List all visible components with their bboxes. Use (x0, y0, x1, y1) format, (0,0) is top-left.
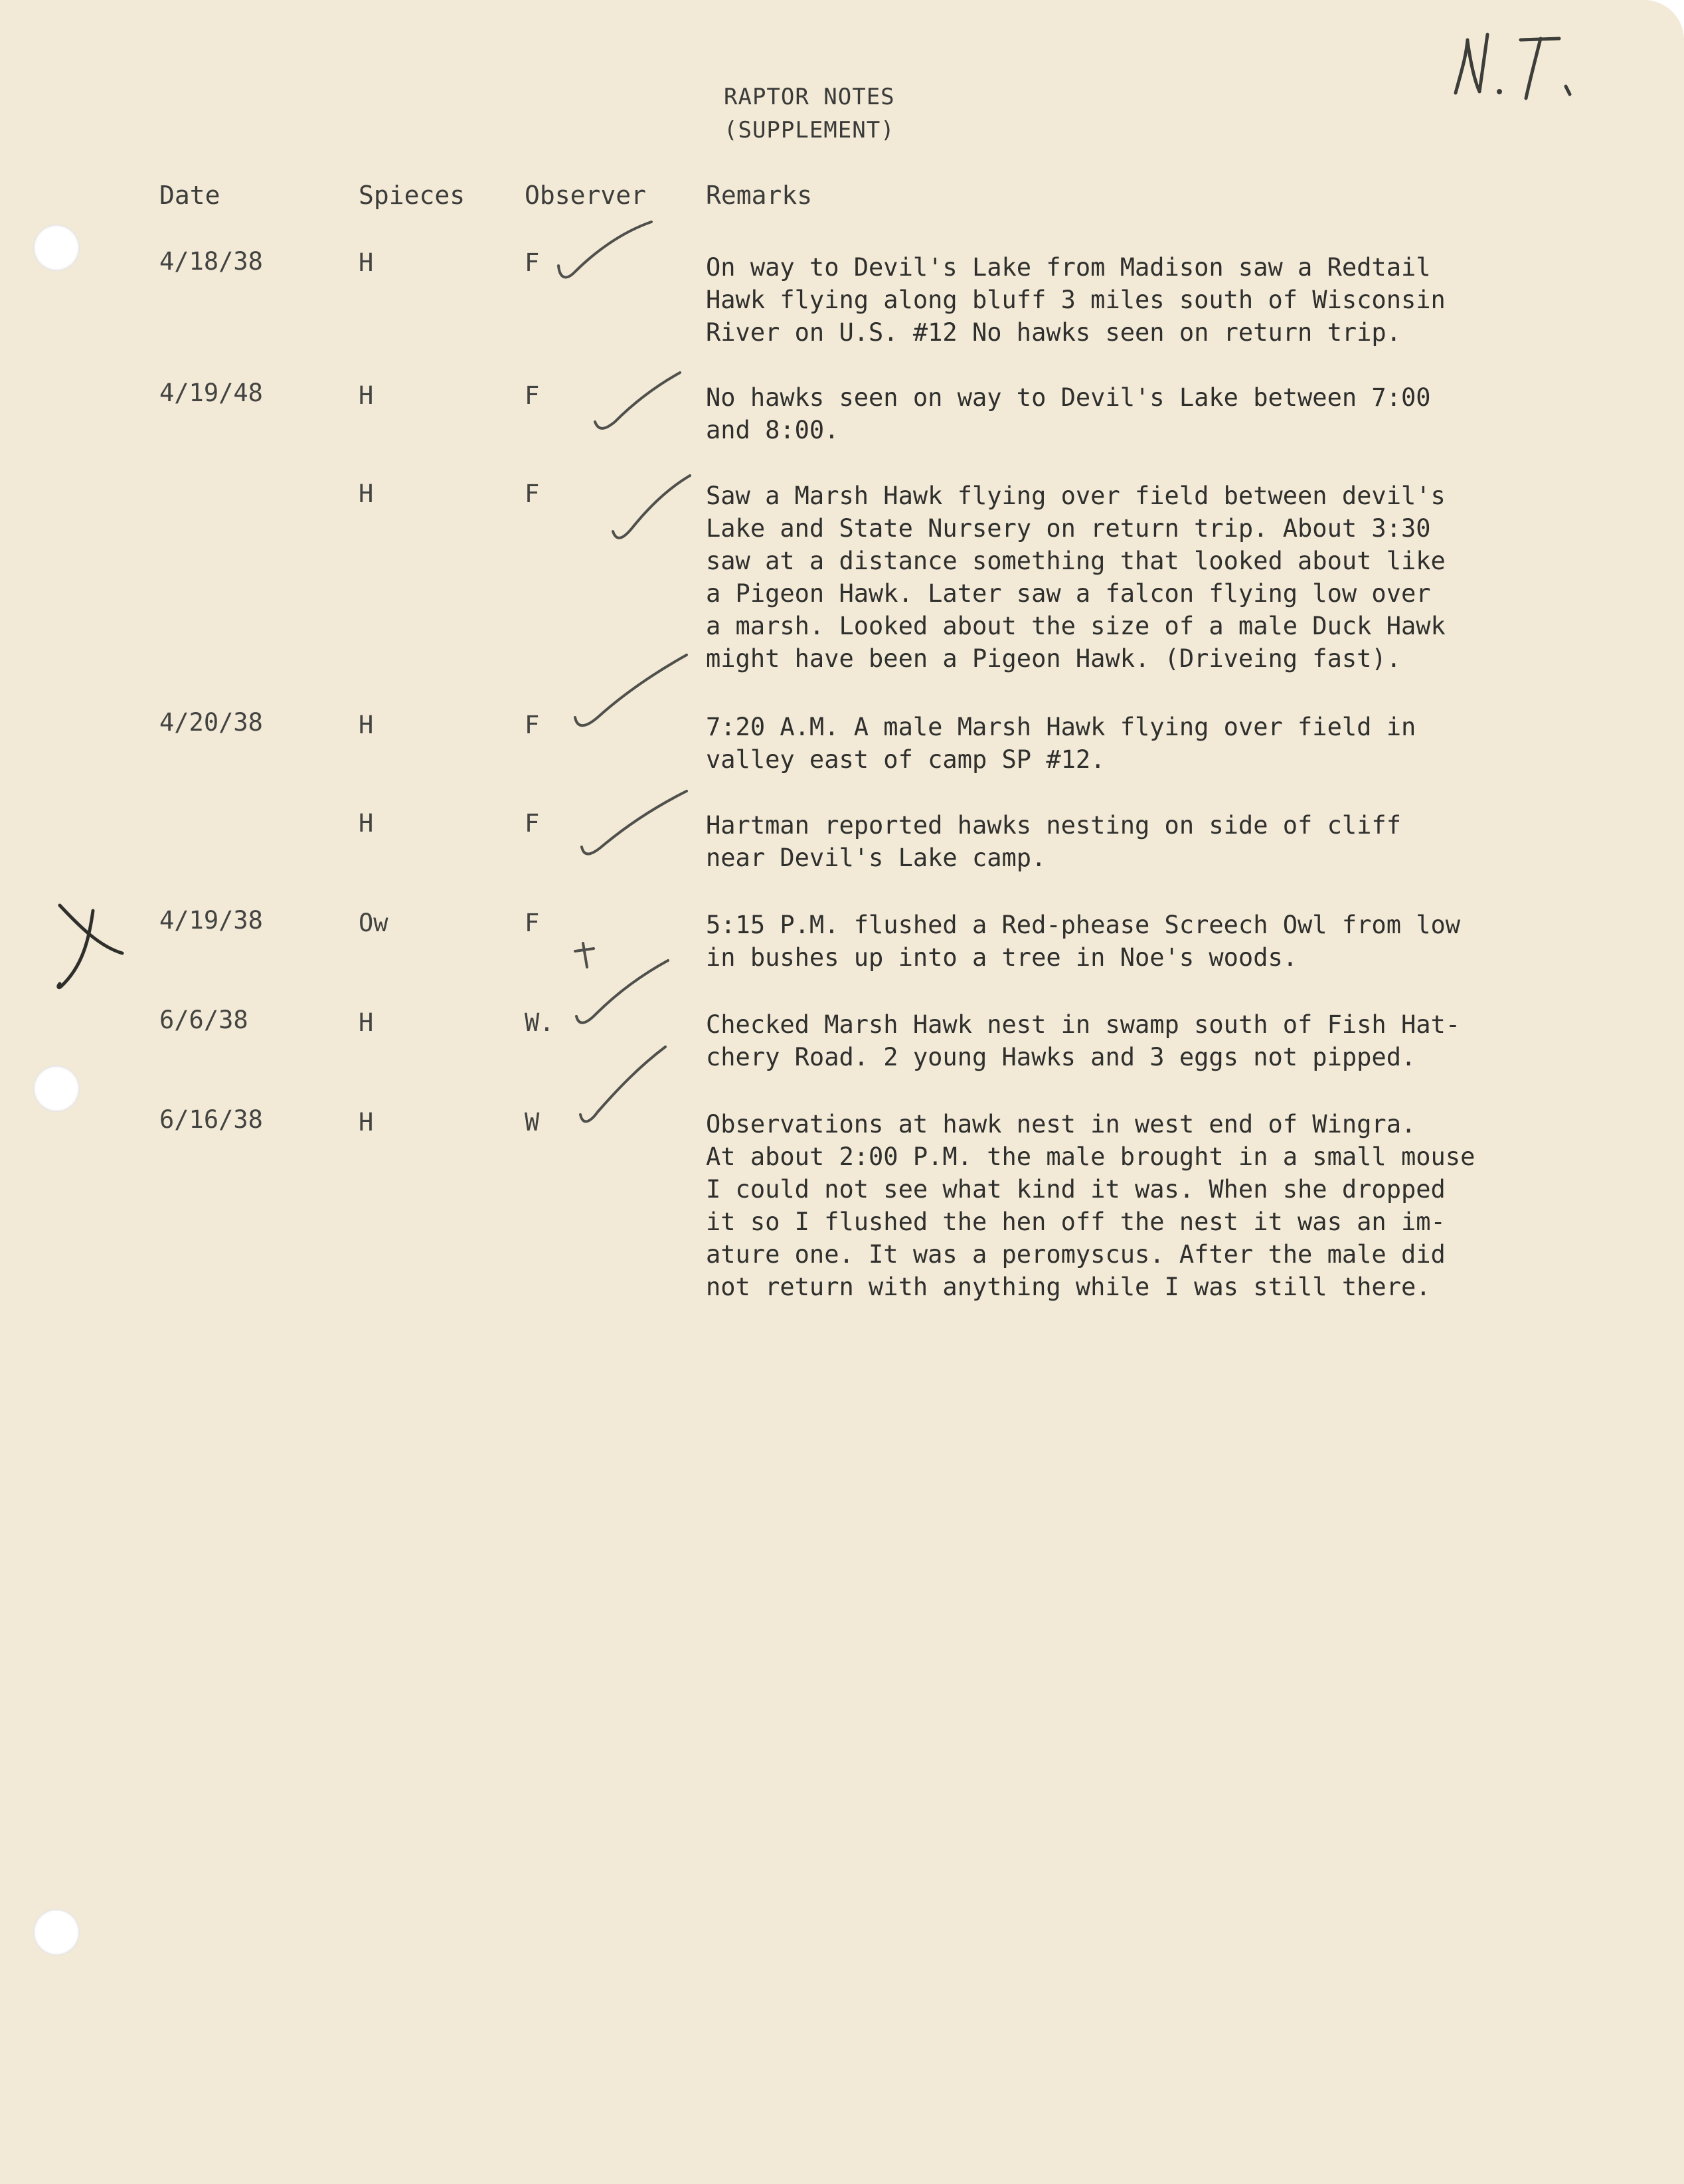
entry-observer: F (525, 909, 540, 937)
pencil-checkmark-icon (591, 369, 684, 435)
column-header-remarks: Remarks (706, 181, 813, 210)
entry-observer: F (525, 248, 540, 277)
punch-hole-bottom (33, 1909, 80, 1956)
pencil-checkmark-icon (554, 219, 654, 286)
column-header-date: Date (159, 181, 220, 210)
margin-x-mark-icon (53, 900, 126, 993)
entry-species: H (359, 809, 374, 838)
entry-date: 4/18/38 (159, 247, 263, 276)
entry-observer: W (525, 1108, 540, 1137)
entry-remark: Checked Marsh Hawk nest in swamp south of Fish Hat- chery Road. 2 young Hawks and 3 eggs not pipped. (706, 1010, 1461, 1071)
entry-remark: On way to Devil's Lake from Madison saw a Redtail Hawk flying along bluff 3 miles south of Wisconsin River on U.S. #12 No hawks seen on return trip. (706, 253, 1446, 347)
entry-species: H (359, 711, 374, 739)
column-header-observer: Observer (525, 181, 647, 210)
pencil-checkmark-icon (571, 651, 691, 737)
page-title: RAPTOR NOTES (724, 84, 895, 110)
pencil-checkmark-icon (608, 472, 694, 545)
entry-date: 6/6/38 (159, 1006, 248, 1034)
entry-species: H (359, 248, 374, 277)
entry-remark: Saw a Marsh Hawk flying over field between devil's Lake and State Nursery on return trip. About 3:30 saw at a distance something that looked about like a Pigeon Hawk. Later saw a falcon flying low over a marsh. Looked about the size of a male Duck Hawk might have been a Pigeon Hawk. (Driveing fast). (706, 482, 1446, 673)
corner-handwritten-mark (1448, 27, 1594, 106)
pencil-checkmark-icon (578, 787, 691, 860)
entry-remark: No hawks seen on way to Devil's Lake between 7:00 and 8:00. (706, 383, 1431, 444)
entry-species: H (359, 480, 374, 508)
page-subtitle: (SUPPLEMENT) (724, 117, 895, 143)
entry-observer: F (525, 809, 540, 838)
entry-remark: 5:15 P.M. flushed a Red-phease Screech Owl from low in bushes up into a tree in Noe's woods. (706, 911, 1461, 972)
entry-observer: F (525, 711, 540, 739)
entry-species: Ow (359, 909, 388, 937)
column-header-species: Spieces (359, 181, 465, 210)
entry-remark: Hartman reported hawks nesting on side of cliff near Devil's Lake camp. (706, 811, 1401, 872)
entry-date: 4/20/38 (159, 708, 263, 737)
entry-remark: 7:20 A.M. A male Marsh Hawk flying over field in valley east of camp SP #12. (706, 713, 1416, 774)
pencil-cross-icon (571, 942, 598, 968)
entry-observer: F (525, 480, 540, 508)
punch-hole-middle (33, 1065, 80, 1112)
entry-remark: Observations at hawk nest in west end of Wingra. At about 2:00 P.M. the male brought in a small mouse I could not see what kind it was. When she dropped it so I flushed the hen off the nest it was an im- ature one. It was a peromyscus. After the male did not return with anything while I was still there. (706, 1110, 1475, 1301)
entry-date: 6/16/38 (159, 1105, 263, 1134)
entry-date: 4/19/38 (159, 906, 263, 935)
entry-date: 4/19/48 (159, 379, 263, 407)
entry-species: H (359, 1008, 374, 1037)
entry-observer: F (525, 381, 540, 410)
pencil-checkmark-icon (576, 1043, 669, 1129)
entry-species: H (359, 381, 374, 410)
entry-observer: W. (525, 1008, 554, 1037)
entry-species: H (359, 1108, 374, 1137)
punch-hole-top (33, 225, 80, 271)
